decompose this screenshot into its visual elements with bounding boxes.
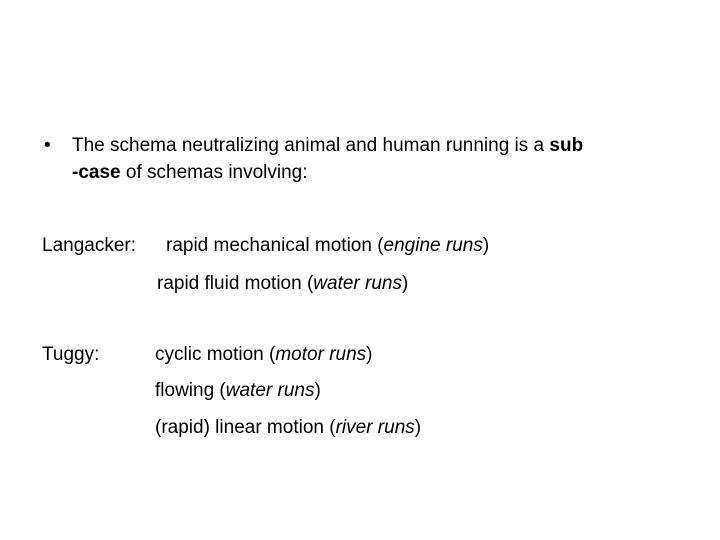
langacker-item-1-prefix: rapid mechanical motion ( xyxy=(166,235,384,256)
tuggy-item-3 xyxy=(155,416,421,440)
tuggy-item-1 xyxy=(155,343,373,367)
tuggy-item-3-prefix: (rapid) linear motion ( xyxy=(155,417,336,438)
tuggy-item-1-suffix: ) xyxy=(366,344,373,365)
langacker-item-2 xyxy=(157,272,408,296)
langacker-item-2-prefix: rapid fluid motion ( xyxy=(157,273,314,294)
langacker-item-2-example: water runs xyxy=(313,273,402,294)
bullet-text xyxy=(72,132,694,186)
bullet-text-after: of schemas involving: xyxy=(120,162,308,183)
bullet-bold-case: -case xyxy=(72,162,121,183)
tuggy-item-2-example: water runs xyxy=(225,380,315,401)
bullet-marker: • xyxy=(44,135,51,156)
tuggy-item-2-prefix: flowing ( xyxy=(155,380,226,401)
tuggy-item-1-prefix: cyclic motion ( xyxy=(155,344,276,365)
bullet-text-before: The schema neutralizing animal and human running is a xyxy=(72,135,550,156)
langacker-item-1-suffix: ) xyxy=(482,235,490,256)
langacker-item-2-suffix: ) xyxy=(402,273,409,294)
tuggy-item-3-example: river runs xyxy=(335,417,415,438)
tuggy-item-2-suffix: ) xyxy=(314,380,321,401)
langacker-label: Langacker: xyxy=(42,235,137,256)
tuggy-item-2 xyxy=(155,379,321,403)
tuggy-label: Tuggy: xyxy=(42,344,100,365)
langacker-item-1 xyxy=(166,234,489,258)
tuggy-item-1-example: motor runs xyxy=(275,344,367,365)
langacker-item-1-example: engine runs xyxy=(383,235,483,256)
bullet-bold-sub: sub xyxy=(549,135,584,156)
tuggy-item-3-suffix: ) xyxy=(414,417,422,438)
bullet-point xyxy=(44,132,694,186)
